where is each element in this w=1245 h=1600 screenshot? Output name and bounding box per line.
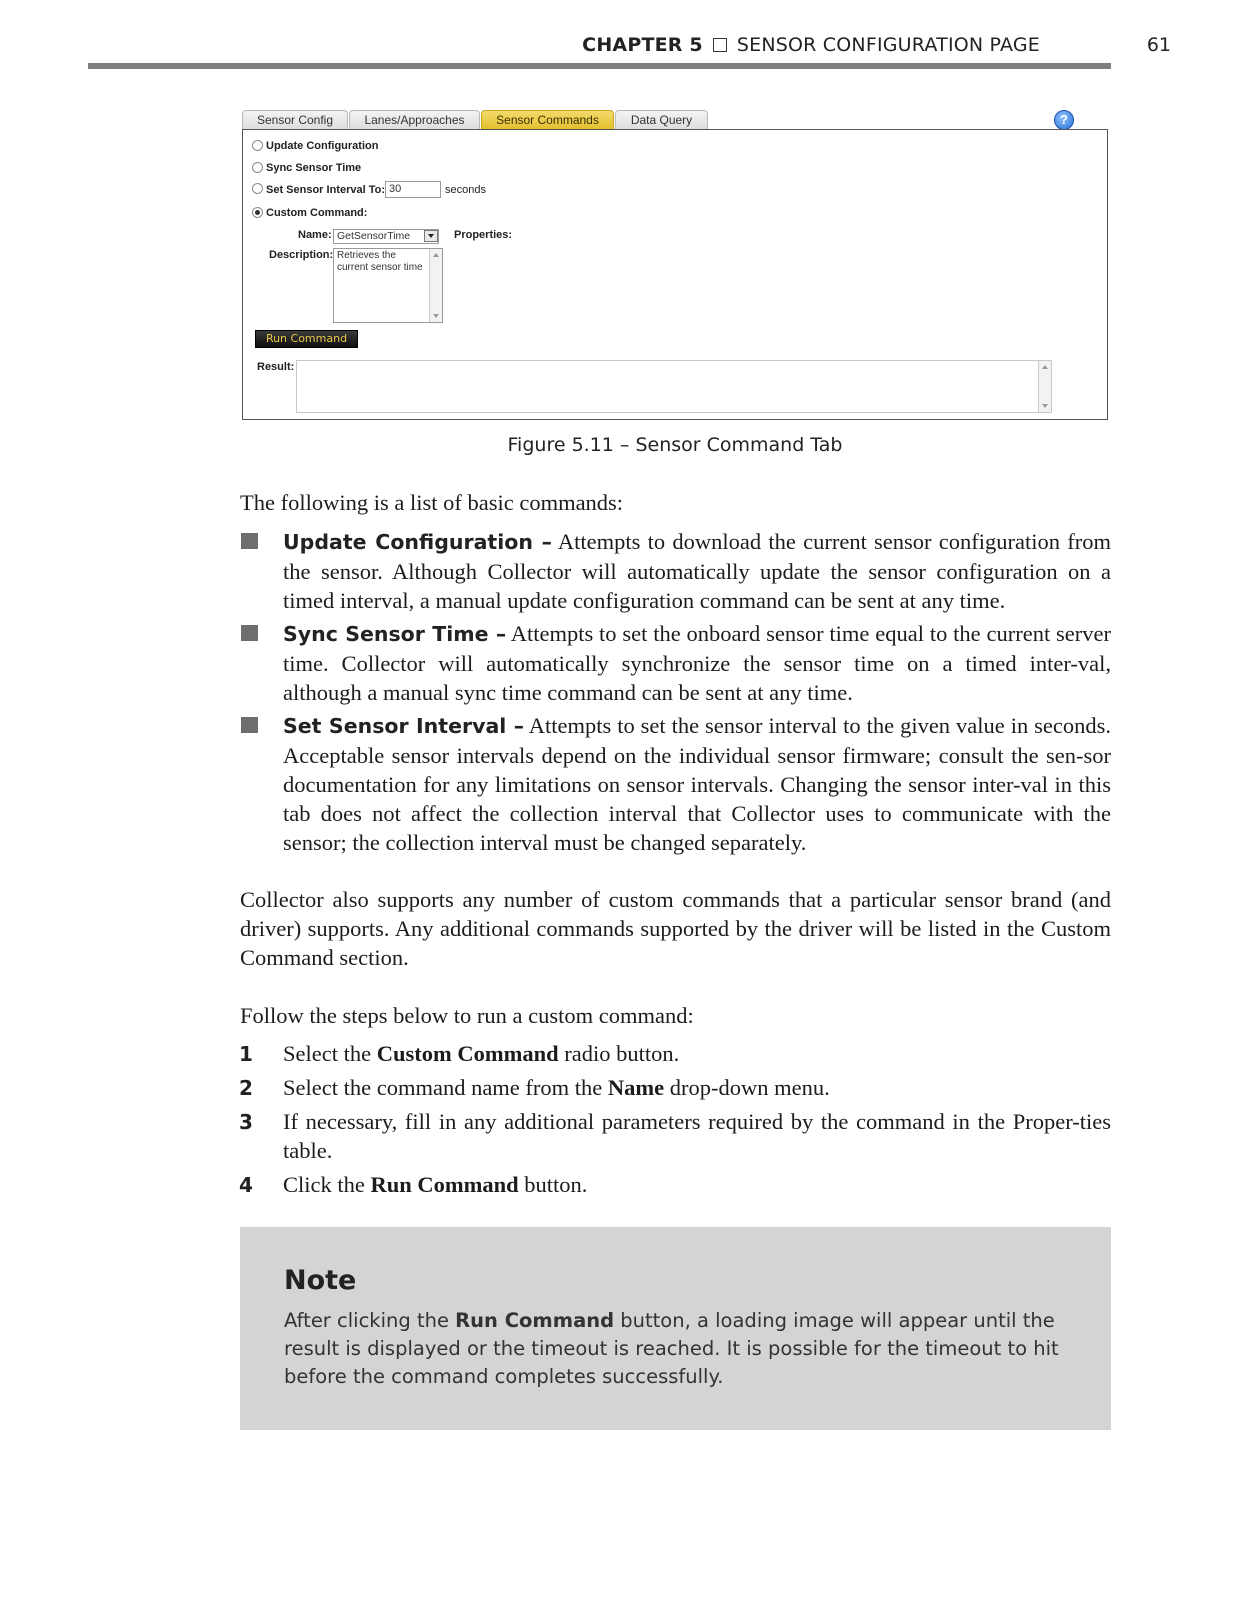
step-text: button. [518, 1172, 588, 1197]
interval-unit-label: seconds [445, 184, 486, 196]
sensor-command-screenshot [242, 110, 1108, 422]
step-text: Select the [283, 1041, 377, 1066]
sensor-interval-input[interactable]: 30 [385, 181, 441, 198]
step-text: radio button. [558, 1041, 680, 1066]
note-text-part: button, a loading image will appear until the result is displayed or the timeout is reached. It is possible for the timeout to hit before the command completes successfully. [284, 1309, 1059, 1388]
step-text: If necessary, fill in any additional parameters required by the command in the Proper-ties table. [283, 1109, 1111, 1163]
update-configuration-radio[interactable] [252, 140, 263, 151]
list-item-text: Attempts to set the onboard sensor time equal to the current server time. Collector will automatically synchronize the sensor time on a timed inter-val, although a manual sync time command can be sent at any time. [283, 621, 1111, 705]
description-label: Description: [269, 249, 334, 261]
bullet-square-icon [241, 717, 258, 733]
set-sensor-interval-label: Set Sensor Interval To: [266, 184, 385, 196]
steps-intro: Follow the steps below to run a custom command: [240, 1003, 694, 1028]
description-line-2: current sensor time [337, 262, 423, 273]
header-rule [88, 63, 1111, 69]
step-bold: Name [607, 1075, 665, 1100]
custom-command-label: Custom Command: [266, 207, 368, 219]
command-name-select[interactable]: GetSensorTime [333, 229, 439, 244]
description-textarea[interactable] [333, 248, 443, 323]
tab-lanes-approaches[interactable]: Lanes/Approaches [349, 110, 480, 130]
set-sensor-interval-radio[interactable] [252, 183, 263, 194]
bullet-square-icon [241, 625, 258, 641]
list-item [283, 711, 1111, 857]
figure-caption: Figure 5.11 – Sensor Command Tab [507, 434, 843, 456]
section-title: SENSOR CONFIGURATION PAGE [736, 34, 1040, 56]
properties-label: Properties: [454, 229, 513, 241]
step-item [283, 1039, 1111, 1068]
description-scrollbar[interactable] [429, 249, 442, 322]
list-item [283, 619, 1111, 707]
step-number: 1 [239, 1042, 253, 1066]
custom-commands-paragraph: Collector also supports any number of custom commands that a particular sensor brand (and driver) supports. Any additional commands supported by the driver will be listed in the Custom Command section. [240, 887, 1111, 970]
step-number: 3 [239, 1110, 253, 1134]
step-item [283, 1170, 1111, 1199]
step-item [283, 1107, 1111, 1165]
list-item-text: Attempts to set the sensor interval to the given value in seconds. Acceptable sensor intervals depend on the individual sensor firmware; consult the sen-sor documentation for any limitations on sensor intervals. Changing the sensor inter-val in this tab does not affect the collection interval that Collector uses to communicate with the sensor; the collection interval must be changed separately. [283, 713, 1112, 855]
scroll-up-icon [1042, 365, 1048, 369]
note-text-part: After clicking the [284, 1309, 456, 1332]
scroll-up-icon [433, 253, 439, 257]
sync-sensor-time-radio[interactable] [252, 162, 263, 173]
note-box [240, 1227, 1111, 1430]
list-item [283, 527, 1111, 615]
tab-sensor-commands[interactable]: Sensor Commands [481, 110, 614, 130]
list-item-title: Sync Sensor Time – [283, 622, 507, 646]
page-number: 61 [1146, 34, 1171, 56]
run-command-button[interactable]: Run Command [255, 330, 358, 348]
step-number: 4 [239, 1173, 253, 1197]
list-item-text: Attempts to download the current sensor configuration from the sensor. Although Collector will automatically update the sensor configuration on a timed interval, a manual update configuration command can be sent at any time. [283, 529, 1111, 613]
description-line-1: Retrieves the [337, 250, 396, 261]
result-textarea[interactable] [296, 360, 1052, 413]
result-scrollbar[interactable] [1038, 361, 1051, 412]
sync-sensor-time-label: Sync Sensor Time [266, 162, 362, 174]
result-label: Result: [257, 361, 295, 373]
step-item [283, 1073, 1111, 1102]
step-text: drop-down menu. [664, 1075, 830, 1100]
running-head [582, 34, 1040, 56]
question-mark-icon[interactable]: ? [1054, 110, 1074, 130]
step-bold: Run Command [370, 1172, 519, 1197]
list-item-title: Set Sensor Interval – [283, 714, 525, 738]
commands-panel [242, 129, 1108, 420]
step-text: Select the command name from the [283, 1075, 608, 1100]
tab-data-query[interactable]: Data Query [615, 110, 708, 130]
bullet-square-icon [241, 533, 258, 549]
name-label: Name: [298, 229, 332, 241]
scroll-down-icon [1042, 404, 1048, 408]
step-bold: Custom Command [376, 1041, 559, 1066]
tab-sensor-config[interactable]: Sensor Config [242, 110, 348, 130]
custom-command-radio[interactable] [252, 207, 263, 218]
step-text: Click the [283, 1172, 371, 1197]
note-text [284, 1307, 1084, 1391]
update-configuration-label: Update Configuration [266, 140, 379, 152]
separator-box-icon [713, 38, 727, 52]
commands-intro: The following is a list of basic commands: [240, 490, 624, 515]
step-number: 2 [239, 1076, 253, 1100]
list-item-title: Update Configuration – [283, 530, 552, 554]
scroll-down-icon [433, 314, 439, 318]
chevron-down-icon[interactable] [424, 230, 438, 242]
page-header [88, 30, 1175, 70]
chapter-label: CHAPTER 5 [582, 34, 703, 56]
note-bold: Run Command [455, 1309, 615, 1332]
note-title: Note [284, 1265, 357, 1296]
